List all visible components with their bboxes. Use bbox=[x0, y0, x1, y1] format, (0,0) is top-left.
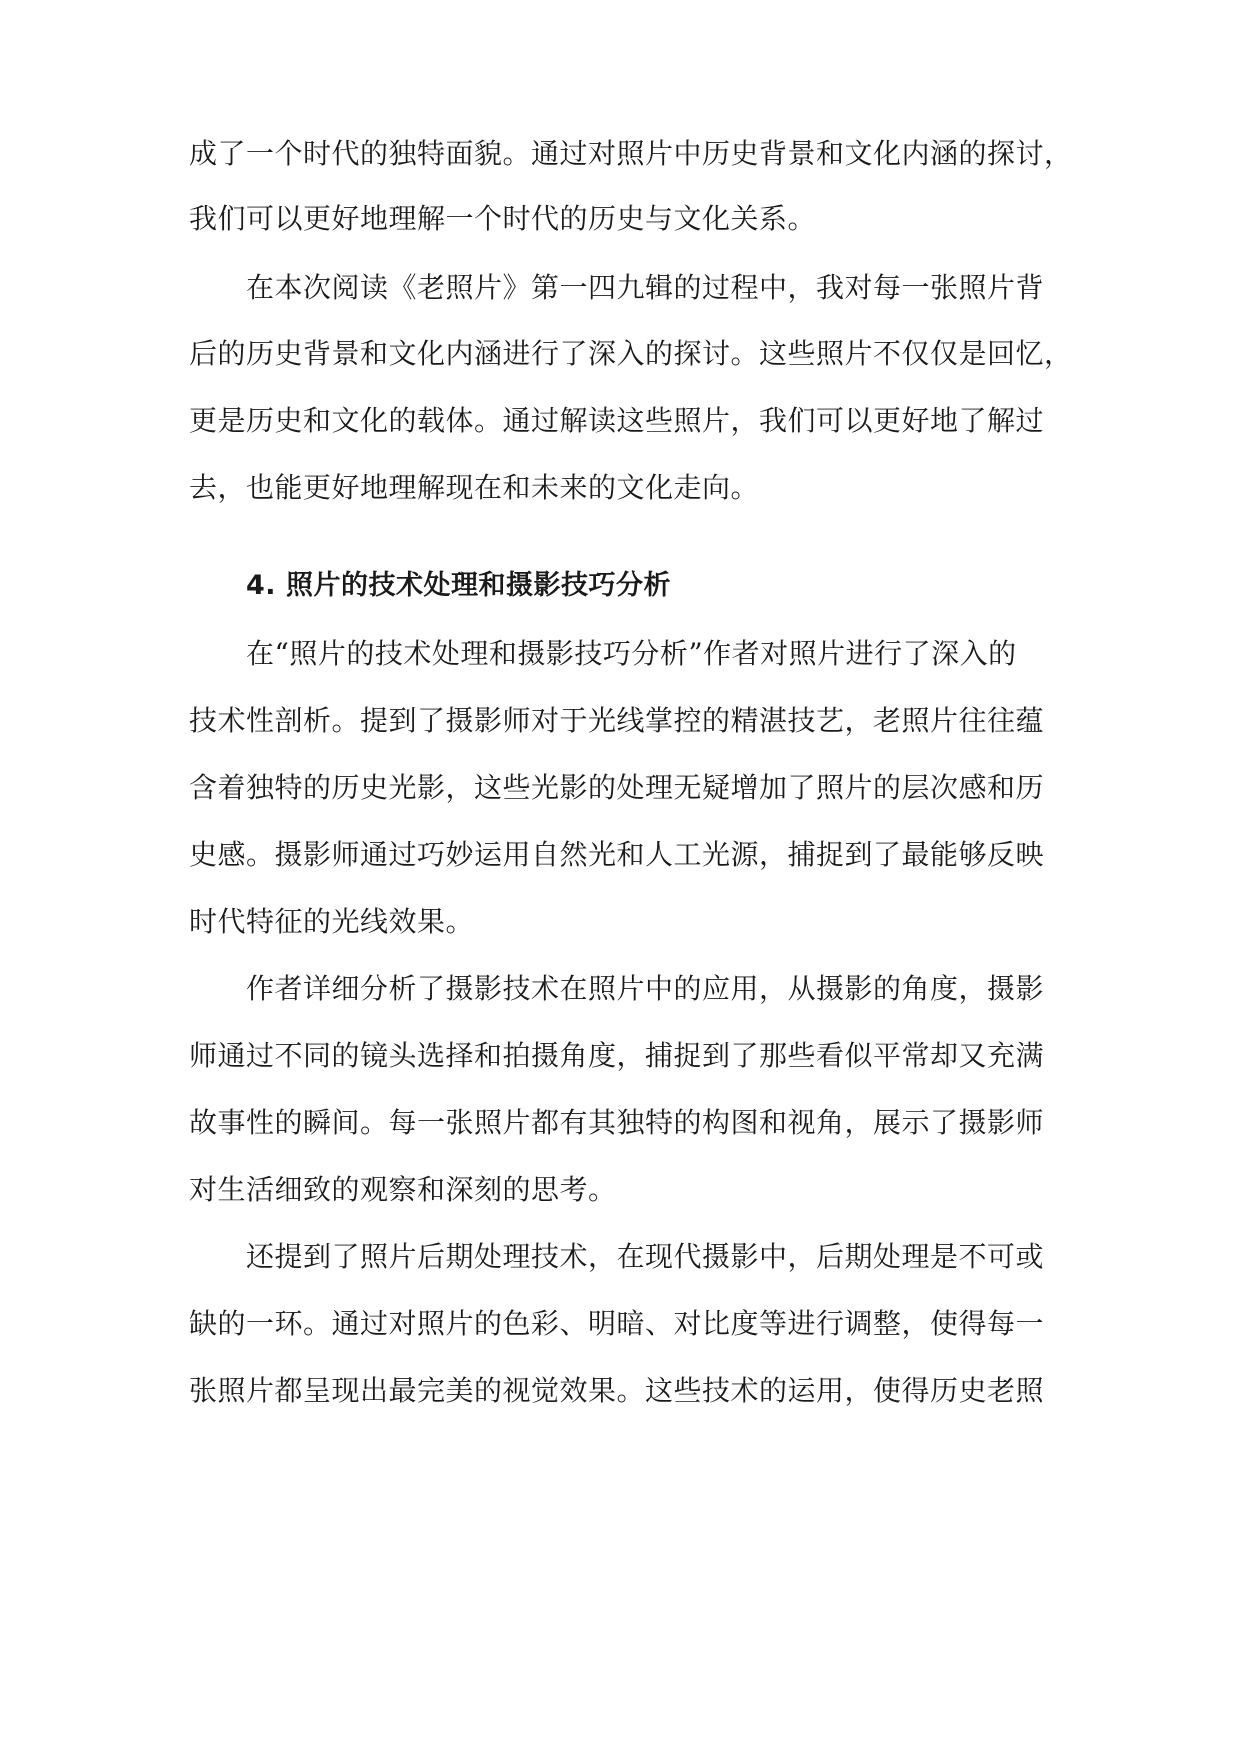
paragraph-line: 故事性的瞬间。每一张照片都有其独特的构图和视角，展示了摄影师 bbox=[189, 1106, 1045, 1139]
paragraph-line: 更是历史和文化的载体。通过解读这些照片，我们可以更好地了解过 bbox=[189, 404, 1045, 437]
paragraph-line: 我们可以更好地理解一个时代的历史与文化关系。 bbox=[189, 202, 817, 235]
section-heading: 4. 照片的技术处理和摄影技巧分析 bbox=[246, 570, 671, 601]
paragraph-line: 缺的一环。通过对照片的色彩、明暗、对比度等进行调整，使得每一 bbox=[189, 1307, 1045, 1340]
paragraph-line: 在本次阅读《老照片》第一四九辑的过程中，我对每一张照片背 bbox=[246, 271, 1045, 304]
paragraph-line: 时代特征的光线效果。 bbox=[189, 905, 475, 938]
paragraph-line: 史感。摄影师通过巧妙运用自然光和人工光源，捕捉到了最能够反映 bbox=[189, 838, 1045, 871]
paragraph-line: 作者详细分析了摄影技术在照片中的应用，从摄影的角度，摄影 bbox=[246, 972, 1045, 1005]
paragraph-line: 对生活细致的观察和深刻的思考。 bbox=[189, 1173, 617, 1206]
paragraph-line: 在“照片的技术处理和摄影技巧分析”作者对照片进行了深入的 bbox=[246, 637, 1017, 670]
paragraph-line: 师通过不同的镜头选择和拍摄角度，捕捉到了那些看似平常却又充满 bbox=[189, 1039, 1045, 1072]
paragraph-line: 张照片都呈现出最完美的视觉效果。这些技术的运用，使得历史老照 bbox=[189, 1374, 1045, 1407]
paragraph-line: 含着独特的历史光影，这些光影的处理无疑增加了照片的层次感和历 bbox=[189, 771, 1045, 804]
paragraph-line: 去，也能更好地理解现在和未来的文化走向。 bbox=[189, 471, 760, 504]
paragraph-line: 后的历史背景和文化内涵进行了深入的探讨。这些照片不仅仅是回忆， bbox=[189, 337, 1073, 370]
paragraph-line: 还提到了照片后期处理技术，在现代摄影中，后期处理是不可或 bbox=[246, 1240, 1045, 1273]
paragraph-line: 成了一个时代的独特面貌。通过对照片中历史背景和文化内涵的探讨， bbox=[189, 137, 1073, 170]
paragraph-line: 技术性剖析。提到了摄影师对于光线掌控的精湛技艺，老照片往往蕴 bbox=[189, 704, 1045, 737]
